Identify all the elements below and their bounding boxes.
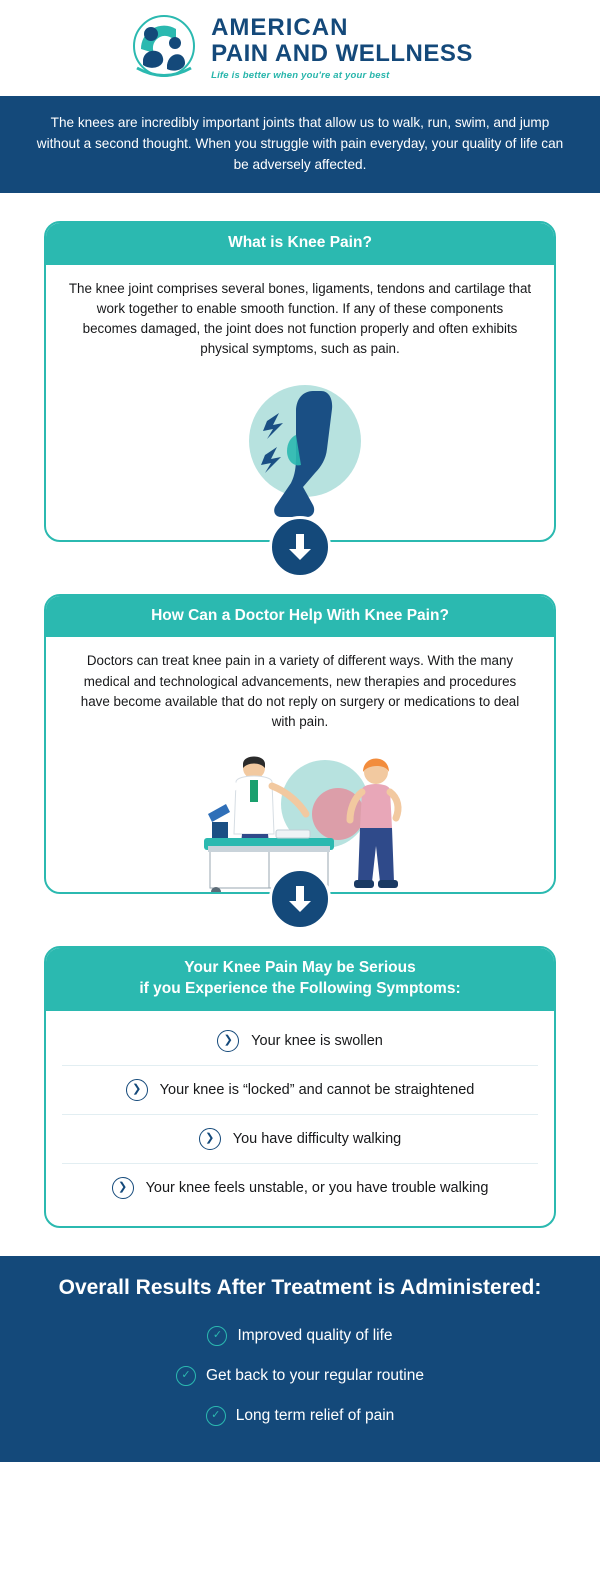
symptoms-list (46, 1011, 554, 1226)
chevron-right-icon: ❯ (217, 1030, 239, 1052)
result-item-label: Long term relief of pain (235, 1406, 395, 1424)
chevron-right-icon: ❯ (199, 1128, 221, 1150)
check-circle-icon: ✓ (207, 1326, 227, 1346)
section-how-can-doctor-help (44, 594, 556, 930)
intro-band (0, 96, 600, 193)
arrow-down-1 (44, 516, 556, 578)
section-symptoms (44, 946, 556, 1228)
list-item (62, 1115, 538, 1164)
card-title: How Can a Doctor Help With Knee Pain? (46, 596, 554, 638)
arrow-down-icon (269, 516, 331, 578)
chevron-right-icon: ❯ (126, 1079, 148, 1101)
result-item-label: Get back to your regular routine (206, 1366, 424, 1384)
result-item (20, 1396, 580, 1436)
logo-header (0, 0, 600, 96)
result-item-label: Improved quality of life (237, 1326, 393, 1344)
logo-line1: AMERICAN (211, 13, 349, 41)
section-what-is-knee-pain (44, 221, 556, 577)
list-item-label: Your knee is swollen (251, 1032, 383, 1049)
intro-text: The knees are incredibly important joints that allow us to walk, run, swim, and jump without a second thought. When you struggle with pain everyday, your quality of life can be adversely affected. (36, 115, 564, 173)
card (44, 946, 556, 1228)
list-item-label: Your knee feels unstable, or you have trouble walking (145, 1179, 489, 1196)
chevron-right-icon: ❯ (112, 1177, 134, 1199)
logo (127, 13, 473, 83)
symptoms-title-line2: if you Experience the Following Symptoms: (139, 979, 461, 997)
logo-line2: PAIN AND WELLNESS (211, 39, 473, 67)
result-item (20, 1356, 580, 1396)
list-item (62, 1066, 538, 1115)
knee-joint-pain-illustration (46, 370, 554, 540)
logo-text (211, 13, 473, 81)
card-title: What is Knee Pain? (46, 223, 554, 265)
list-item (62, 1164, 538, 1212)
card (44, 594, 556, 894)
card-body: The knee joint comprises several bones, ligaments, tendons and cartilage that work together to enable smooth function. If any of these components becomes damaged, the joint does not function properly and often exhibits physical symptoms, such as pain. (68, 281, 532, 357)
check-circle-icon: ✓ (176, 1366, 196, 1386)
symptoms-title (46, 948, 554, 1011)
results-title: Overall Results After Treatment is Administered: (58, 1275, 542, 1299)
results-band (0, 1256, 600, 1462)
arrow-down-icon (269, 868, 331, 930)
card-body: Doctors can treat knee pain in a variety of different ways. With the many medical and technological advancements, new therapies and procedures have become available that do not reply on surgery or medications to deal with pain. (80, 653, 520, 729)
list-item-label: You have difficulty walking (232, 1130, 402, 1147)
symptoms-title-line1: Your Knee Pain May be Serious (184, 958, 416, 976)
check-circle-icon: ✓ (206, 1406, 226, 1426)
list-item-label: Your knee is “locked” and cannot be straightened (159, 1081, 475, 1098)
arrow-down-2 (44, 868, 556, 930)
logo-tagline: Life is better when you're at your best (211, 69, 390, 81)
card (44, 221, 556, 541)
people-circle-logo-icon (127, 13, 201, 83)
list-item (62, 1017, 538, 1066)
result-item (20, 1316, 580, 1356)
